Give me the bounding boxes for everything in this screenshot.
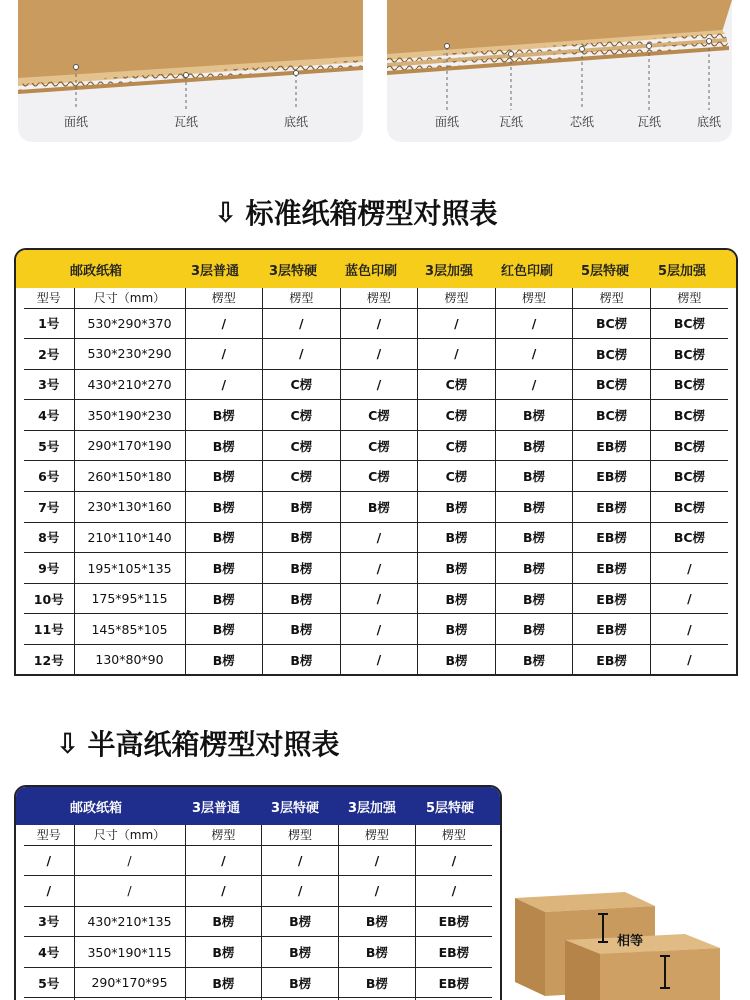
flute-cell: B楞 <box>185 583 263 614</box>
table-row <box>24 967 492 998</box>
model-cell: 10号 <box>24 583 74 614</box>
flute-cell: C楞 <box>263 430 341 461</box>
flute-cell: / <box>418 339 496 370</box>
model-cell: 11号 <box>24 614 74 645</box>
flute-cell: B楞 <box>263 583 341 614</box>
size-cell: 530*230*290 <box>74 339 185 370</box>
flute-cell: BC楞 <box>650 400 728 431</box>
flute-cell: C楞 <box>263 400 341 431</box>
table-row <box>24 461 728 492</box>
flute-cell: / <box>495 369 573 400</box>
model-cell: 9号 <box>24 553 74 584</box>
subheader-cell: 尺寸（mm） <box>74 825 185 845</box>
flute-cell: C楞 <box>418 400 496 431</box>
size-cell: 145*85*105 <box>74 614 185 645</box>
model-cell: 4号 <box>24 400 74 431</box>
standard-table-header <box>16 250 736 288</box>
size-cell: 350*190*230 <box>74 400 185 431</box>
flute-cell: B楞 <box>495 430 573 461</box>
table-row <box>24 845 492 876</box>
subheader-cell: 楞型 <box>185 825 262 845</box>
flute-cell: B楞 <box>495 583 573 614</box>
flute-cell: / <box>340 369 418 400</box>
flute-cell: / <box>340 614 418 645</box>
size-cell: 350*190*115 <box>74 937 185 968</box>
subheader-cell: 楞型 <box>418 288 496 308</box>
size-cell: 210*110*140 <box>74 522 185 553</box>
flute-cell: B楞 <box>185 614 263 645</box>
model-cell: 7号 <box>24 492 74 523</box>
size-cell: / <box>74 876 185 907</box>
flute-cell: EB楞 <box>573 614 651 645</box>
layer-label: 芯纸 <box>569 115 595 129</box>
flute-cell: EB楞 <box>415 967 492 998</box>
flute-cell: B楞 <box>262 937 339 968</box>
flute-cell: / <box>650 614 728 645</box>
flute-cell: C楞 <box>340 461 418 492</box>
flute-cell: B楞 <box>262 967 339 998</box>
flute-cell: EB楞 <box>573 645 651 676</box>
flute-cell: EB楞 <box>573 430 651 461</box>
five-layer-diagram <box>387 0 732 142</box>
flute-cell: B楞 <box>495 461 573 492</box>
flute-cell: B楞 <box>185 967 262 998</box>
flute-cell: B楞 <box>263 492 341 523</box>
header-cell: 3层加强 <box>347 800 397 816</box>
table-row <box>24 906 492 937</box>
size-cell: / <box>74 845 185 876</box>
size-cell: 260*150*180 <box>74 461 185 492</box>
flute-cell: EB楞 <box>573 583 651 614</box>
flute-cell: B楞 <box>495 492 573 523</box>
flute-cell: B楞 <box>495 614 573 645</box>
layer-label: 底纸 <box>696 115 722 129</box>
flute-cell: B楞 <box>339 967 416 998</box>
table-row <box>24 400 728 431</box>
flute-cell: B楞 <box>418 614 496 645</box>
header-cell: 邮政纸箱 <box>69 800 122 816</box>
half-table-title <box>56 723 339 763</box>
flute-cell: B楞 <box>339 937 416 968</box>
flute-cell: B楞 <box>262 906 339 937</box>
table-row <box>24 553 728 584</box>
flute-cell: / <box>650 645 728 676</box>
subheader-cell: 楞型 <box>573 288 651 308</box>
header-cell: 3层加强 <box>424 263 474 279</box>
size-cell: 175*95*115 <box>74 583 185 614</box>
flute-cell: / <box>185 339 263 370</box>
table-row <box>24 492 728 523</box>
flute-cell: BC楞 <box>573 339 651 370</box>
subheader-cell: 楞型 <box>339 825 416 845</box>
flute-cell: B楞 <box>340 492 418 523</box>
flute-cell: BC楞 <box>573 400 651 431</box>
flute-cell: / <box>495 339 573 370</box>
flute-cell: B楞 <box>185 492 263 523</box>
header-cell: 邮政纸箱 <box>69 263 122 279</box>
header-cell: 3层特硬 <box>268 263 318 279</box>
flute-cell: / <box>185 308 263 339</box>
header-cell: 3层普通 <box>191 800 241 816</box>
model-cell: 2号 <box>24 339 74 370</box>
subheader-cell: 尺寸（mm） <box>74 288 185 308</box>
flute-cell: EB楞 <box>573 492 651 523</box>
table-row <box>24 339 728 370</box>
subheader-cell: 型号 <box>24 288 74 308</box>
table-row <box>24 583 728 614</box>
flute-cell: / <box>185 876 262 907</box>
flute-cell: EB楞 <box>573 522 651 553</box>
size-cell: 195*105*135 <box>74 553 185 584</box>
flute-cell: EB楞 <box>415 906 492 937</box>
subheader-cell: 楞型 <box>650 288 728 308</box>
flute-cell: / <box>650 553 728 584</box>
half-table-title-text: 半高纸箱楞型对照表 <box>87 728 340 761</box>
flute-cell: C楞 <box>340 400 418 431</box>
table-row <box>24 522 728 553</box>
flute-cell: / <box>262 845 339 876</box>
flute-cell: BC楞 <box>573 369 651 400</box>
model-cell: 8号 <box>24 522 74 553</box>
layer-label: 瓦纸 <box>498 115 524 129</box>
flute-cell: BC楞 <box>650 308 728 339</box>
size-cell: 430*210*270 <box>74 369 185 400</box>
flute-cell: BC楞 <box>650 369 728 400</box>
subheader-cell: 楞型 <box>263 288 341 308</box>
header-cell: 蓝色印刷 <box>344 263 397 279</box>
flute-cell: C楞 <box>340 430 418 461</box>
flute-cell: / <box>185 369 263 400</box>
flute-cell: / <box>340 522 418 553</box>
flute-cell: B楞 <box>263 522 341 553</box>
model-cell: / <box>24 876 74 907</box>
flute-cell: EB楞 <box>415 937 492 968</box>
table-row <box>24 308 728 339</box>
subheader-cell: 楞型 <box>415 825 492 845</box>
standard-table-title-text: 标准纸箱楞型对照表 <box>245 197 498 230</box>
model-cell: 1号 <box>24 308 74 339</box>
flute-cell: / <box>418 308 496 339</box>
subheader-cell: 型号 <box>24 825 74 845</box>
table-row <box>24 369 728 400</box>
model-cell: 5号 <box>24 967 74 998</box>
size-cell: 530*290*370 <box>74 308 185 339</box>
flute-cell: / <box>340 339 418 370</box>
size-cell: 290*170*95 <box>74 967 185 998</box>
flute-cell: B楞 <box>185 461 263 492</box>
flute-cell: / <box>340 645 418 676</box>
flute-cell: B楞 <box>418 645 496 676</box>
header-cell: 5层特硬 <box>425 800 475 816</box>
model-cell: 4号 <box>24 937 74 968</box>
flute-cell: B楞 <box>418 492 496 523</box>
flute-cell: B楞 <box>263 614 341 645</box>
size-cell: 230*130*160 <box>74 492 185 523</box>
flute-cell: / <box>340 308 418 339</box>
half-box-table <box>14 785 502 1000</box>
model-cell: / <box>24 845 74 876</box>
subheader-row <box>24 825 492 845</box>
stacked-boxes-illustration <box>505 878 750 1000</box>
subheader-row <box>24 288 728 308</box>
flute-cell: / <box>339 845 416 876</box>
header-cell: 5层加强 <box>657 263 707 279</box>
subheader-cell: 楞型 <box>340 288 418 308</box>
flute-cell: B楞 <box>339 906 416 937</box>
flute-cell: / <box>495 308 573 339</box>
subheader-cell: 楞型 <box>185 288 263 308</box>
flute-cell: B楞 <box>418 522 496 553</box>
model-cell: 6号 <box>24 461 74 492</box>
flute-cell: BC楞 <box>650 492 728 523</box>
subheader-cell: 楞型 <box>262 825 339 845</box>
flute-cell: C楞 <box>263 461 341 492</box>
equal-height-label: 相等 <box>617 934 644 949</box>
down-arrow-icon: ⇩ <box>56 726 80 760</box>
layer-label: 瓦纸 <box>636 115 662 129</box>
flute-cell: BC楞 <box>650 461 728 492</box>
flute-cell: B楞 <box>185 645 263 676</box>
flute-cell: C楞 <box>418 430 496 461</box>
flute-cell: / <box>263 339 341 370</box>
layer-label: 面纸 <box>63 115 89 129</box>
size-cell: 430*210*135 <box>74 906 185 937</box>
header-cell: 3层普通 <box>190 263 240 279</box>
flute-cell: B楞 <box>263 645 341 676</box>
standard-table-grid <box>24 288 728 676</box>
subheader-cell: 楞型 <box>495 288 573 308</box>
flute-cell: BC楞 <box>650 430 728 461</box>
flute-cell: C楞 <box>418 369 496 400</box>
size-cell: 130*80*90 <box>74 645 185 676</box>
layer-label: 底纸 <box>283 115 309 129</box>
down-arrow-icon: ⇩ <box>214 195 238 229</box>
table-row <box>24 937 492 968</box>
flute-cell: B楞 <box>185 553 263 584</box>
model-cell: 3号 <box>24 369 74 400</box>
layer-label: 面纸 <box>434 115 460 129</box>
flute-cell: BC楞 <box>650 522 728 553</box>
model-cell: 12号 <box>24 645 74 676</box>
flute-cell: / <box>262 876 339 907</box>
flute-cell: EB楞 <box>573 461 651 492</box>
layer-label: 瓦纸 <box>173 115 199 129</box>
flute-cell: B楞 <box>495 522 573 553</box>
flute-cell: B楞 <box>185 937 262 968</box>
flute-cell: B楞 <box>263 553 341 584</box>
half-table-header <box>16 787 500 825</box>
flute-cell: / <box>263 308 341 339</box>
flute-cell: B楞 <box>418 553 496 584</box>
table-row <box>24 614 728 645</box>
flute-cell: / <box>415 845 492 876</box>
flute-cell: BC楞 <box>650 339 728 370</box>
flute-cell: BC楞 <box>573 308 651 339</box>
size-cell: 290*170*190 <box>74 430 185 461</box>
flute-cell: / <box>185 845 262 876</box>
flute-cell: B楞 <box>495 553 573 584</box>
flute-cell: B楞 <box>418 583 496 614</box>
half-table-grid <box>24 825 492 1000</box>
header-cell: 5层特硬 <box>580 263 630 279</box>
flute-cell: B楞 <box>495 645 573 676</box>
flute-cell: B楞 <box>185 430 263 461</box>
flute-cell: C楞 <box>418 461 496 492</box>
flute-cell: B楞 <box>185 400 263 431</box>
standard-box-table <box>14 248 738 676</box>
flute-cell: B楞 <box>185 906 262 937</box>
three-layer-diagram <box>18 0 363 142</box>
flute-cell: B楞 <box>185 522 263 553</box>
flute-cell: C楞 <box>263 369 341 400</box>
flute-cell: / <box>650 583 728 614</box>
header-cell: 3层特硬 <box>270 800 320 816</box>
header-cell: 红色印刷 <box>500 263 553 279</box>
flute-cell: / <box>339 876 416 907</box>
table-row <box>24 430 728 461</box>
table-row <box>24 876 492 907</box>
flute-cell: / <box>340 583 418 614</box>
model-cell: 3号 <box>24 906 74 937</box>
flute-cell: / <box>340 553 418 584</box>
flute-cell: / <box>415 876 492 907</box>
model-cell: 5号 <box>24 430 74 461</box>
flute-cell: B楞 <box>495 400 573 431</box>
table-row <box>24 645 728 676</box>
standard-table-title <box>214 192 497 232</box>
flute-cell: EB楞 <box>573 553 651 584</box>
